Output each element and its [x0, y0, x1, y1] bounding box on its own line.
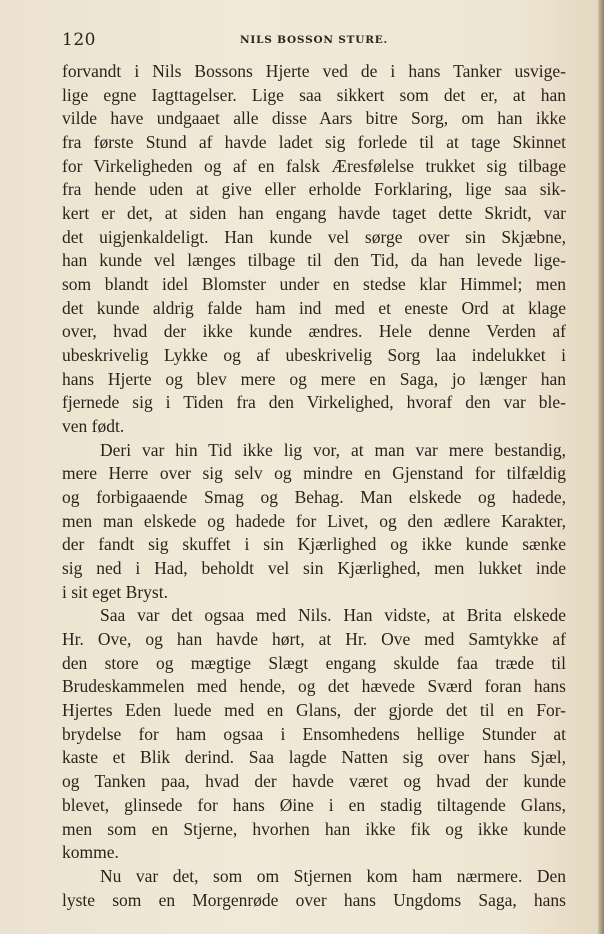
text-line: men som en Stjerne, hvorhen han ikke fik og ikke kunde	[62, 818, 566, 839]
text-line: i sit eget Bryst.	[62, 581, 168, 602]
text-line: lyste som en Morgenrøde over hans Ungdoms Saga, hans	[62, 889, 566, 910]
text-line: den store og mægtige Slægt engang skulde faa træde til	[62, 652, 566, 673]
page-number: 120	[62, 30, 96, 50]
text-line: Hr. Ove, og han havde hørt, at Hr. Ove med Samtykke af	[62, 629, 566, 650]
text-line: som blandt idel Blomster under en stedse klar Himmel; men	[62, 274, 566, 295]
text-line: fra hende uden at give eller erholde Forklaring, lige saa sik-	[62, 179, 566, 200]
text-line: kert er det, at siden han engang havde taget dette Skridt, var	[62, 203, 566, 224]
text-line: det uigjenkaldeligt. Han kunde vel sørge over sin Skjæbne,	[62, 226, 566, 247]
text-line: Hjertes Eden luede med en Glans, der gjorde det til en For-	[62, 700, 566, 721]
text-line: det kunde aldrig falde ham ind med et eneste Ord at klage	[62, 297, 566, 318]
page-edge	[598, 0, 604, 934]
text-line: og forbigaaende Smag og Behag. Man elskede og hadede,	[62, 487, 566, 508]
text-line: brydelse for ham ogsaa i Ensomhedens hellige Stunder at	[62, 723, 566, 744]
text-line: Nu var det, som om Stjernen kom ham nærmere. Den	[100, 865, 566, 886]
text-line: komme.	[62, 842, 119, 863]
text-line: ven født.	[62, 416, 125, 437]
text-line: han kunde vel længes tilbage til den Tid, da han levede lige-	[62, 250, 566, 271]
text-line: der fandt sig skuffet i sin Kjærlighed og ikke kunde sænke	[62, 534, 566, 555]
text-line: vilde have undgaaet alle disse Aars bitre Sorg, om han ikke	[62, 108, 566, 129]
text-line: mere Herre over sig selv og mindre en Gjenstand for tilfældig	[62, 463, 566, 484]
text-line: kaste et Blik derind. Saa lagde Natten sig over hans Sjæl,	[62, 747, 566, 768]
body-text	[62, 60, 566, 912]
text-line: forvandt i Nils Bossons Hjerte ved de i hans Tanker usvige-	[62, 61, 566, 81]
text-line: hans Hjerte og blev mere og mere en Saga, jo længer han	[62, 368, 566, 389]
page-header	[62, 30, 566, 54]
text-line: for Virkeligheden og af en falsk Æresfølelse trukket sig tilbage	[62, 155, 566, 176]
text-line: Saa var det ogsaa med Nils. Han vidste, at Brita elskede	[100, 605, 566, 626]
text-line: sig ned i Had, beholdt vel sin Kjærlighed, men lukket inde	[62, 558, 566, 579]
text-line: ubeskrivelig Lykke og af ubeskrivelig Sorg laa indelukket i	[62, 345, 566, 366]
text-line: og Tanken paa, hvad der havde været og hvad der kunde	[62, 771, 566, 792]
text-line: Deri var hin Tid ikke lig vor, at man var mere bestandig,	[100, 439, 566, 460]
text-line: Brudeskammelen med hende, og det hævede Sværd foran hans	[62, 676, 566, 697]
text-line: men man elskede og hadede for Livet, og den ædlere Karakter,	[62, 510, 566, 531]
text-line: over, hvad der ikke kunde ændres. Hele denne Verden af	[62, 321, 566, 342]
text-line: fra første Stund af havde ladet sig forlede til at tage Skinnet	[62, 132, 566, 153]
text-line: blevet, glinsede for hans Øine i en stadig tiltagende Glans,	[62, 794, 566, 815]
text-line: fjernede sig i Tiden fra den Virkelighed, hvoraf den var ble-	[62, 392, 566, 413]
text-line: lige egne Iagttagelser. Lige saa sikkert som det er, at han	[62, 84, 566, 105]
running-head: NILS BOSSON STURE.	[239, 34, 389, 46]
